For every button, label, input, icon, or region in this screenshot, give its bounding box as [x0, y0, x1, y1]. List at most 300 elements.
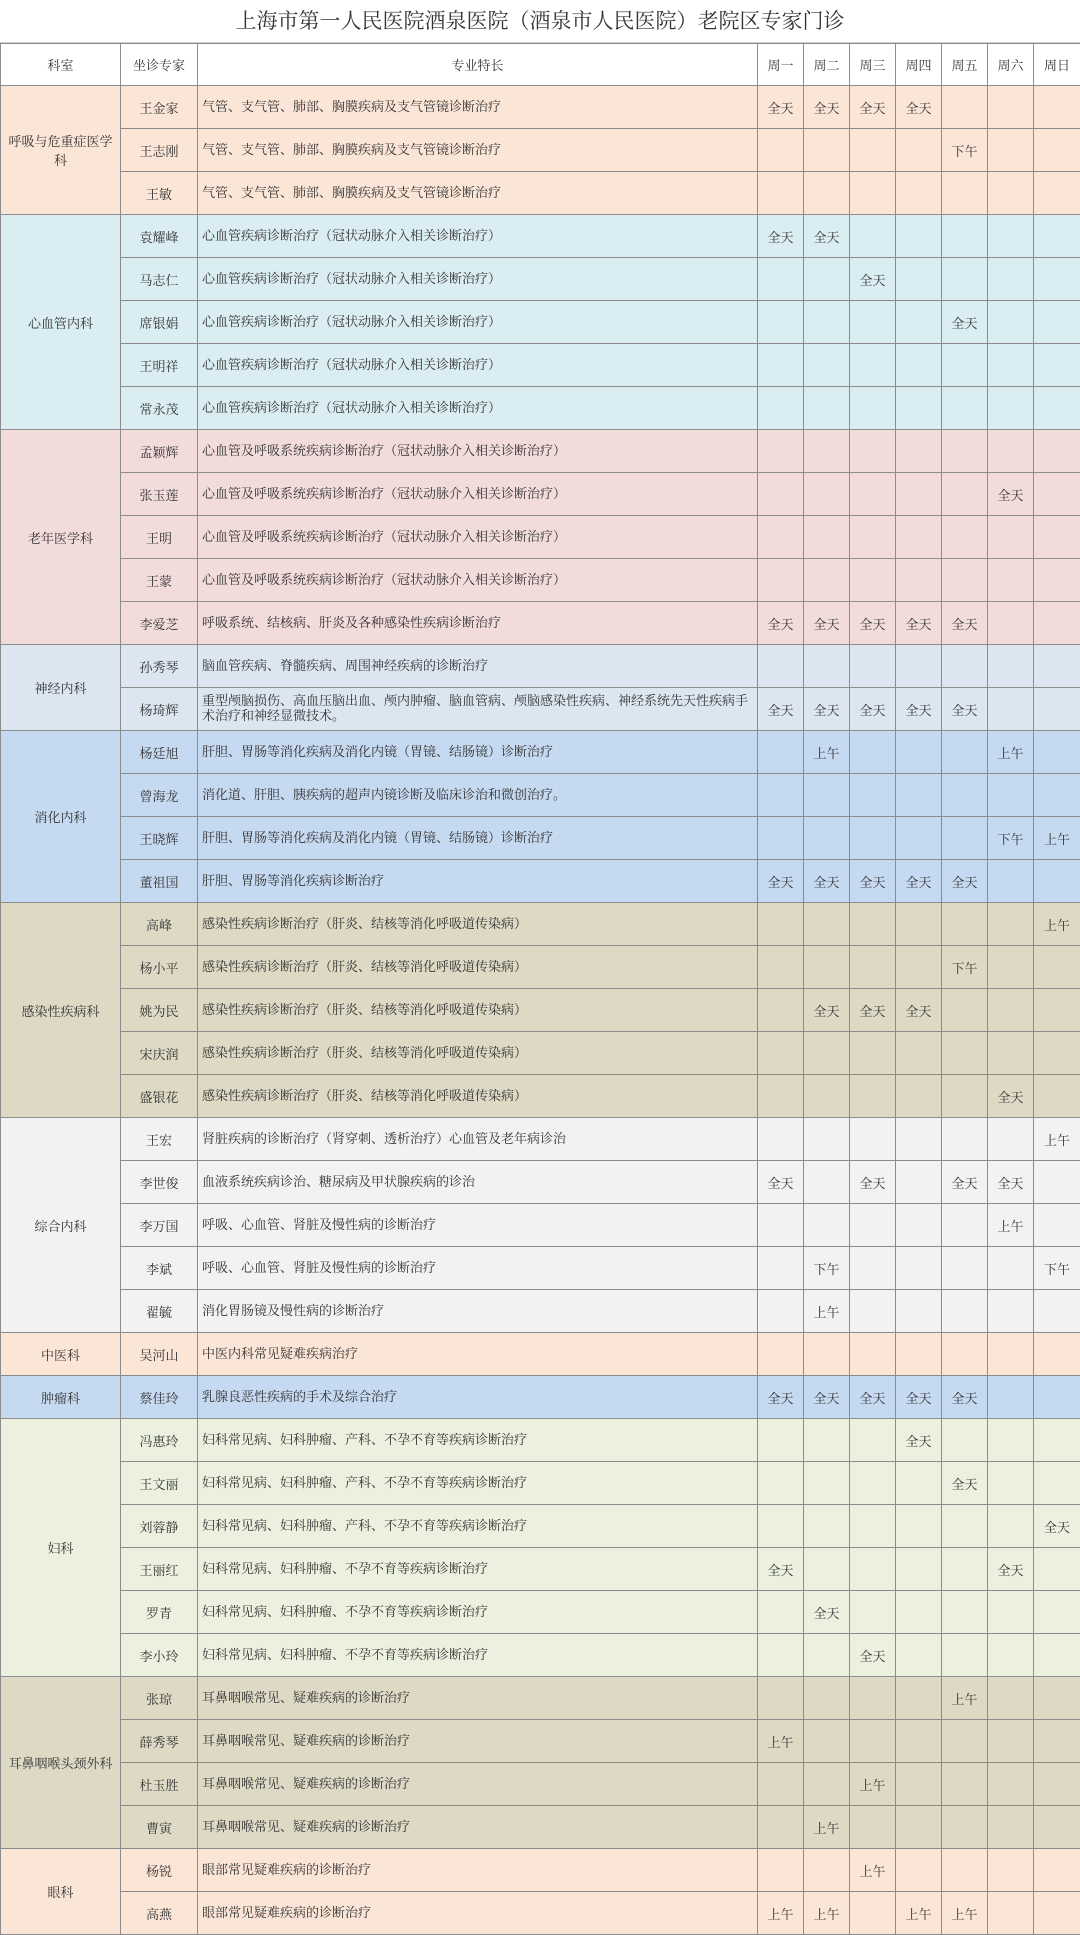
specialty-cell: 呼吸、心血管、肾脏及慢性病的诊断治疗 — [198, 1204, 758, 1247]
schedule-cell: 全天 — [988, 1161, 1034, 1204]
schedule-cell — [988, 1849, 1034, 1892]
doctor-name-cell: 吴河山 — [121, 1333, 198, 1376]
schedule-body — [1, 86, 1080, 1935]
schedule-cell — [758, 473, 804, 516]
schedule-cell — [896, 1849, 942, 1892]
doctor-name-cell: 姚为民 — [121, 989, 198, 1032]
schedule-cell — [942, 1290, 988, 1333]
table-row — [1, 1290, 1080, 1333]
table-row — [1, 1591, 1080, 1634]
schedule-cell: 全天 — [896, 1376, 942, 1419]
schedule-cell: 全天 — [758, 86, 804, 129]
schedule-cell — [804, 946, 850, 989]
schedule-cell — [850, 344, 896, 387]
schedule-cell — [942, 989, 988, 1032]
schedule-cell — [850, 1204, 896, 1247]
schedule-cell — [758, 1677, 804, 1720]
schedule-cell — [896, 1075, 942, 1118]
schedule-cell — [942, 817, 988, 860]
schedule-cell — [1034, 473, 1080, 516]
department-cell: 神经内科 — [1, 645, 121, 731]
schedule-cell — [804, 1505, 850, 1548]
specialty-cell: 眼部常见疑难疾病的诊断治疗 — [198, 1849, 758, 1892]
table-row — [1, 129, 1080, 172]
specialty-cell: 耳鼻咽喉常见、疑难疾病的诊断治疗 — [198, 1806, 758, 1849]
table-row — [1, 1419, 1080, 1462]
table-row — [1, 301, 1080, 344]
schedule-cell — [758, 1591, 804, 1634]
doctor-name-cell: 李爱芝 — [121, 602, 198, 645]
doctor-name-cell: 翟毓 — [121, 1290, 198, 1333]
schedule-cell — [758, 1419, 804, 1462]
doctor-name-cell: 王晓辉 — [121, 817, 198, 860]
table-row — [1, 172, 1080, 215]
schedule-cell — [850, 1247, 896, 1290]
table-row — [1, 86, 1080, 129]
schedule-cell — [988, 430, 1034, 473]
schedule-cell: 上午 — [1034, 817, 1080, 860]
schedule-cell — [988, 688, 1034, 731]
schedule-cell — [1034, 989, 1080, 1032]
schedule-cell — [804, 817, 850, 860]
schedule-cell: 上午 — [804, 731, 850, 774]
schedule-cell: 全天 — [942, 860, 988, 903]
doctor-name-cell: 杨小平 — [121, 946, 198, 989]
schedule-cell — [942, 774, 988, 817]
department-cell: 心血管内科 — [1, 215, 121, 430]
schedule-cell — [896, 258, 942, 301]
doctor-name-cell: 薛秀琴 — [121, 1720, 198, 1763]
header-day-mon: 周一 — [758, 44, 804, 86]
schedule-cell — [758, 1032, 804, 1075]
doctor-name-cell: 李斌 — [121, 1247, 198, 1290]
schedule-cell — [850, 1290, 896, 1333]
table-row — [1, 1204, 1080, 1247]
schedule-cell — [1034, 1849, 1080, 1892]
schedule-cell — [1034, 1634, 1080, 1677]
schedule-cell — [850, 1505, 896, 1548]
schedule-cell — [896, 1161, 942, 1204]
schedule-cell: 下午 — [804, 1247, 850, 1290]
table-row — [1, 817, 1080, 860]
schedule-cell — [988, 172, 1034, 215]
schedule-cell: 下午 — [942, 946, 988, 989]
schedule-cell: 全天 — [758, 1376, 804, 1419]
schedule-cell — [988, 559, 1034, 602]
schedule-cell: 上午 — [850, 1763, 896, 1806]
specialty-cell: 肝胆、胃肠等消化疾病及消化内镜（胃镜、结肠镜）诊断治疗 — [198, 817, 758, 860]
schedule-cell — [896, 1720, 942, 1763]
schedule-cell: 全天 — [804, 215, 850, 258]
specialty-cell: 肝胆、胃肠等消化疾病诊断治疗 — [198, 860, 758, 903]
schedule-cell: 全天 — [758, 1161, 804, 1204]
schedule-cell: 全天 — [758, 1548, 804, 1591]
table-row — [1, 344, 1080, 387]
schedule-cell: 全天 — [896, 1419, 942, 1462]
doctor-name-cell: 王金家 — [121, 86, 198, 129]
schedule-cell — [988, 129, 1034, 172]
table-row — [1, 1118, 1080, 1161]
schedule-cell: 全天 — [850, 1161, 896, 1204]
schedule-cell — [942, 1806, 988, 1849]
schedule-cell — [758, 1290, 804, 1333]
table-row — [1, 473, 1080, 516]
doctor-name-cell: 常永茂 — [121, 387, 198, 430]
schedule-cell — [758, 1118, 804, 1161]
schedule-cell: 全天 — [758, 602, 804, 645]
schedule-cell — [988, 301, 1034, 344]
schedule-cell — [758, 1505, 804, 1548]
schedule-cell — [804, 1204, 850, 1247]
doctor-name-cell: 罗青 — [121, 1591, 198, 1634]
schedule-cell — [758, 1204, 804, 1247]
schedule-cell — [850, 1677, 896, 1720]
schedule-cell — [758, 387, 804, 430]
schedule-cell — [804, 1419, 850, 1462]
schedule-cell — [988, 1505, 1034, 1548]
doctor-name-cell: 李万国 — [121, 1204, 198, 1247]
schedule-cell — [988, 1462, 1034, 1505]
schedule-cell — [988, 946, 1034, 989]
schedule-cell — [988, 1376, 1034, 1419]
schedule-cell: 全天 — [804, 860, 850, 903]
schedule-cell: 全天 — [804, 86, 850, 129]
schedule-cell — [804, 258, 850, 301]
schedule-cell — [942, 1763, 988, 1806]
schedule-cell — [896, 387, 942, 430]
specialty-cell: 耳鼻咽喉常见、疑难疾病的诊断治疗 — [198, 1677, 758, 1720]
schedule-cell — [1034, 301, 1080, 344]
doctor-name-cell: 王明祥 — [121, 344, 198, 387]
schedule-cell — [804, 1763, 850, 1806]
doctor-name-cell: 李小玲 — [121, 1634, 198, 1677]
doctor-name-cell: 杜玉胜 — [121, 1763, 198, 1806]
schedule-cell — [850, 903, 896, 946]
schedule-cell — [804, 387, 850, 430]
specialty-cell: 呼吸、心血管、肾脏及慢性病的诊断治疗 — [198, 1247, 758, 1290]
schedule-cell — [758, 1849, 804, 1892]
specialty-cell: 妇科常见病、妇科肿瘤、产科、不孕不育等疾病诊断治疗 — [198, 1505, 758, 1548]
doctor-name-cell: 曹寅 — [121, 1806, 198, 1849]
schedule-cell: 全天 — [850, 1376, 896, 1419]
header-specialty: 专业特长 — [198, 44, 758, 86]
specialty-cell: 耳鼻咽喉常见、疑难疾病的诊断治疗 — [198, 1720, 758, 1763]
specialty-cell: 妇科常见病、妇科肿瘤、不孕不育等疾病诊断治疗 — [198, 1591, 758, 1634]
schedule-cell — [942, 1849, 988, 1892]
schedule-cell: 全天 — [850, 258, 896, 301]
schedule-cell — [1034, 215, 1080, 258]
table-row — [1, 688, 1080, 731]
schedule-cell — [896, 301, 942, 344]
schedule-cell — [1034, 1677, 1080, 1720]
schedule-cell: 全天 — [896, 989, 942, 1032]
schedule-cell — [804, 774, 850, 817]
schedule-cell: 上午 — [942, 1677, 988, 1720]
table-row — [1, 1032, 1080, 1075]
schedule-cell — [942, 1634, 988, 1677]
specialty-cell: 心血管疾病诊断治疗（冠状动脉介入相关诊断治疗） — [198, 258, 758, 301]
doctor-name-cell: 王蒙 — [121, 559, 198, 602]
schedule-cell: 上午 — [804, 1806, 850, 1849]
page-title: 上海市第一人民医院酒泉医院（酒泉市人民医院）老院区专家门诊 — [0, 0, 1080, 43]
schedule-cell — [896, 903, 942, 946]
schedule-cell — [758, 1333, 804, 1376]
specialty-cell: 感染性疾病诊断治疗（肝炎、结核等消化呼吸道传染病） — [198, 1075, 758, 1118]
schedule-cell — [850, 731, 896, 774]
schedule-cell: 全天 — [942, 688, 988, 731]
schedule-cell — [804, 1548, 850, 1591]
schedule-cell: 全天 — [850, 989, 896, 1032]
schedule-cell — [758, 301, 804, 344]
specialty-cell: 耳鼻咽喉常见、疑难疾病的诊断治疗 — [198, 1763, 758, 1806]
schedule-cell — [850, 1032, 896, 1075]
schedule-cell — [758, 1247, 804, 1290]
schedule-cell — [942, 1032, 988, 1075]
schedule-cell: 上午 — [758, 1892, 804, 1935]
schedule-cell — [804, 559, 850, 602]
specialty-cell: 气管、支气管、肺部、胸膜疾病及支气管镜诊断治疗 — [198, 129, 758, 172]
schedule-cell — [850, 946, 896, 989]
schedule-cell — [942, 473, 988, 516]
specialty-cell: 心血管及呼吸系统疾病诊断治疗（冠状动脉介入相关诊断治疗） — [198, 473, 758, 516]
schedule-cell: 全天 — [896, 860, 942, 903]
schedule-cell — [1034, 1075, 1080, 1118]
schedule-cell: 上午 — [988, 731, 1034, 774]
specialty-cell: 妇科常见病、妇科肿瘤、产科、不孕不育等疾病诊断治疗 — [198, 1462, 758, 1505]
schedule-cell — [850, 817, 896, 860]
department-cell: 中医科 — [1, 1333, 121, 1376]
schedule-cell: 全天 — [896, 688, 942, 731]
table-row — [1, 774, 1080, 817]
schedule-cell: 上午 — [804, 1290, 850, 1333]
doctor-name-cell: 孟颖辉 — [121, 430, 198, 473]
schedule-cell — [758, 989, 804, 1032]
schedule-cell — [1034, 1161, 1080, 1204]
doctor-name-cell: 张玉莲 — [121, 473, 198, 516]
schedule-cell — [850, 1720, 896, 1763]
table-row — [1, 1548, 1080, 1591]
specialty-cell: 眼部常见疑难疾病的诊断治疗 — [198, 1892, 758, 1935]
specialty-cell: 心血管及呼吸系统疾病诊断治疗（冠状动脉介入相关诊断治疗） — [198, 516, 758, 559]
schedule-cell — [758, 1075, 804, 1118]
schedule-cell: 上午 — [896, 1892, 942, 1935]
schedule-cell: 全天 — [988, 1075, 1034, 1118]
schedule-cell — [850, 1419, 896, 1462]
schedule-cell: 全天 — [942, 1462, 988, 1505]
schedule-cell — [804, 1462, 850, 1505]
specialty-cell: 感染性疾病诊断治疗（肝炎、结核等消化呼吸道传染病） — [198, 946, 758, 989]
schedule-cell — [1034, 1204, 1080, 1247]
schedule-cell — [850, 172, 896, 215]
schedule-cell — [988, 645, 1034, 688]
specialty-cell: 中医内科常见疑难疾病治疗 — [198, 1333, 758, 1376]
schedule-cell — [942, 1419, 988, 1462]
doctor-name-cell: 马志仁 — [121, 258, 198, 301]
schedule-cell — [942, 1204, 988, 1247]
schedule-cell — [804, 473, 850, 516]
department-cell: 呼吸与危重症医学科 — [1, 86, 121, 215]
schedule-cell — [850, 559, 896, 602]
schedule-cell — [850, 473, 896, 516]
department-cell: 耳鼻咽喉头颈外科 — [1, 1677, 121, 1849]
table-row — [1, 258, 1080, 301]
doctor-name-cell: 袁耀峰 — [121, 215, 198, 258]
department-cell: 妇科 — [1, 1419, 121, 1677]
schedule-cell — [758, 774, 804, 817]
schedule-cell: 全天 — [804, 688, 850, 731]
schedule-cell — [1034, 258, 1080, 301]
schedule-cell — [1034, 430, 1080, 473]
schedule-cell — [804, 516, 850, 559]
schedule-cell — [942, 903, 988, 946]
table-row — [1, 1634, 1080, 1677]
schedule-cell — [1034, 1806, 1080, 1849]
schedule-cell — [896, 1204, 942, 1247]
schedule-cell — [988, 1247, 1034, 1290]
schedule-cell — [942, 1247, 988, 1290]
schedule-cell: 全天 — [758, 688, 804, 731]
specialty-cell: 心血管及呼吸系统疾病诊断治疗（冠状动脉介入相关诊断治疗） — [198, 559, 758, 602]
schedule-cell — [896, 473, 942, 516]
doctor-name-cell: 张琼 — [121, 1677, 198, 1720]
schedule-cell — [896, 1333, 942, 1376]
schedule-cell — [1034, 86, 1080, 129]
schedule-cell: 全天 — [850, 688, 896, 731]
schedule-cell — [896, 430, 942, 473]
schedule-cell — [1034, 860, 1080, 903]
doctor-name-cell: 高燕 — [121, 1892, 198, 1935]
specialty-cell: 心血管疾病诊断治疗（冠状动脉介入相关诊断治疗） — [198, 215, 758, 258]
table-row — [1, 559, 1080, 602]
department-cell: 综合内科 — [1, 1118, 121, 1333]
specialty-cell: 血液系统疾病诊治、糖尿病及甲状腺疾病的诊治 — [198, 1161, 758, 1204]
schedule-cell — [988, 903, 1034, 946]
table-row — [1, 1806, 1080, 1849]
doctor-name-cell: 杨锐 — [121, 1849, 198, 1892]
schedule-cell — [804, 1720, 850, 1763]
schedule-cell — [1034, 1419, 1080, 1462]
schedule-cell — [942, 645, 988, 688]
schedule-cell — [804, 172, 850, 215]
schedule-cell — [988, 1591, 1034, 1634]
doctor-name-cell: 宋庆润 — [121, 1032, 198, 1075]
schedule-cell — [804, 301, 850, 344]
department-cell: 肿瘤科 — [1, 1376, 121, 1419]
specialty-cell: 气管、支气管、肺部、胸膜疾病及支气管镜诊断治疗 — [198, 86, 758, 129]
schedule-cell — [896, 1806, 942, 1849]
header-dept: 科室 — [1, 44, 121, 86]
schedule-cell — [1034, 1333, 1080, 1376]
schedule-cell — [988, 989, 1034, 1032]
schedule-cell — [758, 817, 804, 860]
schedule-cell — [1034, 688, 1080, 731]
schedule-cell: 全天 — [988, 473, 1034, 516]
specialty-cell: 妇科常见病、妇科肿瘤、产科、不孕不育等疾病诊断治疗 — [198, 1419, 758, 1462]
doctor-name-cell: 王文丽 — [121, 1462, 198, 1505]
specialty-cell: 重型颅脑损伤、高血压脑出血、颅内肿瘤、脑血管病、颅脑感染性疾病、神经系统先天性疾病手术治疗和神经显微技术。 — [198, 688, 758, 731]
schedule-cell — [942, 172, 988, 215]
schedule-cell — [896, 516, 942, 559]
schedule-cell — [896, 1118, 942, 1161]
schedule-cell — [1034, 1376, 1080, 1419]
table-row — [1, 1247, 1080, 1290]
schedule-cell — [942, 1118, 988, 1161]
schedule-cell: 上午 — [850, 1849, 896, 1892]
schedule-cell — [988, 86, 1034, 129]
specialty-cell: 脑血管疾病、脊髓疾病、周围神经疾病的诊断治疗 — [198, 645, 758, 688]
schedule-cell: 下午 — [988, 817, 1034, 860]
table-row — [1, 387, 1080, 430]
schedule-cell: 上午 — [1034, 903, 1080, 946]
table-row — [1, 1505, 1080, 1548]
table-row — [1, 946, 1080, 989]
header-day-sun: 周日 — [1034, 44, 1080, 86]
schedule-cell — [758, 172, 804, 215]
doctor-name-cell: 杨琦辉 — [121, 688, 198, 731]
schedule-cell — [942, 215, 988, 258]
schedule-cell — [1034, 1032, 1080, 1075]
schedule-cell — [850, 1548, 896, 1591]
schedule-cell — [896, 1462, 942, 1505]
schedule-cell: 下午 — [1034, 1247, 1080, 1290]
schedule-cell — [758, 516, 804, 559]
table-row — [1, 430, 1080, 473]
specialty-cell: 心血管疾病诊断治疗（冠状动脉介入相关诊断治疗） — [198, 344, 758, 387]
doctor-name-cell: 高峰 — [121, 903, 198, 946]
schedule-cell — [1034, 129, 1080, 172]
schedule-cell — [804, 1118, 850, 1161]
doctor-name-cell: 王志刚 — [121, 129, 198, 172]
doctor-name-cell: 杨廷旭 — [121, 731, 198, 774]
table-row — [1, 1720, 1080, 1763]
schedule-cell — [988, 1290, 1034, 1333]
schedule-cell — [804, 1333, 850, 1376]
schedule-cell: 上午 — [942, 1892, 988, 1935]
schedule-cell — [1034, 344, 1080, 387]
schedule-cell — [758, 258, 804, 301]
table-row — [1, 215, 1080, 258]
schedule-cell — [896, 946, 942, 989]
schedule-cell: 上午 — [988, 1204, 1034, 1247]
schedule-cell — [896, 129, 942, 172]
schedule-cell — [1034, 774, 1080, 817]
doctor-name-cell: 冯惠玲 — [121, 1419, 198, 1462]
schedule-cell — [942, 258, 988, 301]
table-row — [1, 903, 1080, 946]
table-row — [1, 731, 1080, 774]
schedule-cell — [1034, 1591, 1080, 1634]
schedule-cell: 上午 — [804, 1892, 850, 1935]
specialty-cell: 呼吸系统、结核病、肝炎及各种感染性疾病诊断治疗 — [198, 602, 758, 645]
table-row — [1, 860, 1080, 903]
doctor-name-cell: 蔡佳玲 — [121, 1376, 198, 1419]
schedule-cell — [896, 172, 942, 215]
specialty-cell: 心血管疾病诊断治疗（冠状动脉介入相关诊断治疗） — [198, 301, 758, 344]
schedule-cell: 全天 — [896, 602, 942, 645]
doctor-name-cell: 董祖国 — [121, 860, 198, 903]
schedule-cell — [988, 602, 1034, 645]
schedule-cell — [804, 1677, 850, 1720]
schedule-cell — [850, 774, 896, 817]
schedule-cell — [758, 1462, 804, 1505]
schedule-cell — [1034, 645, 1080, 688]
schedule-cell — [804, 1075, 850, 1118]
schedule-cell: 全天 — [850, 86, 896, 129]
specialty-cell: 妇科常见病、妇科肿瘤、不孕不育等疾病诊断治疗 — [198, 1634, 758, 1677]
schedule-cell — [896, 559, 942, 602]
table-row — [1, 1849, 1080, 1892]
schedule-cell — [896, 1290, 942, 1333]
